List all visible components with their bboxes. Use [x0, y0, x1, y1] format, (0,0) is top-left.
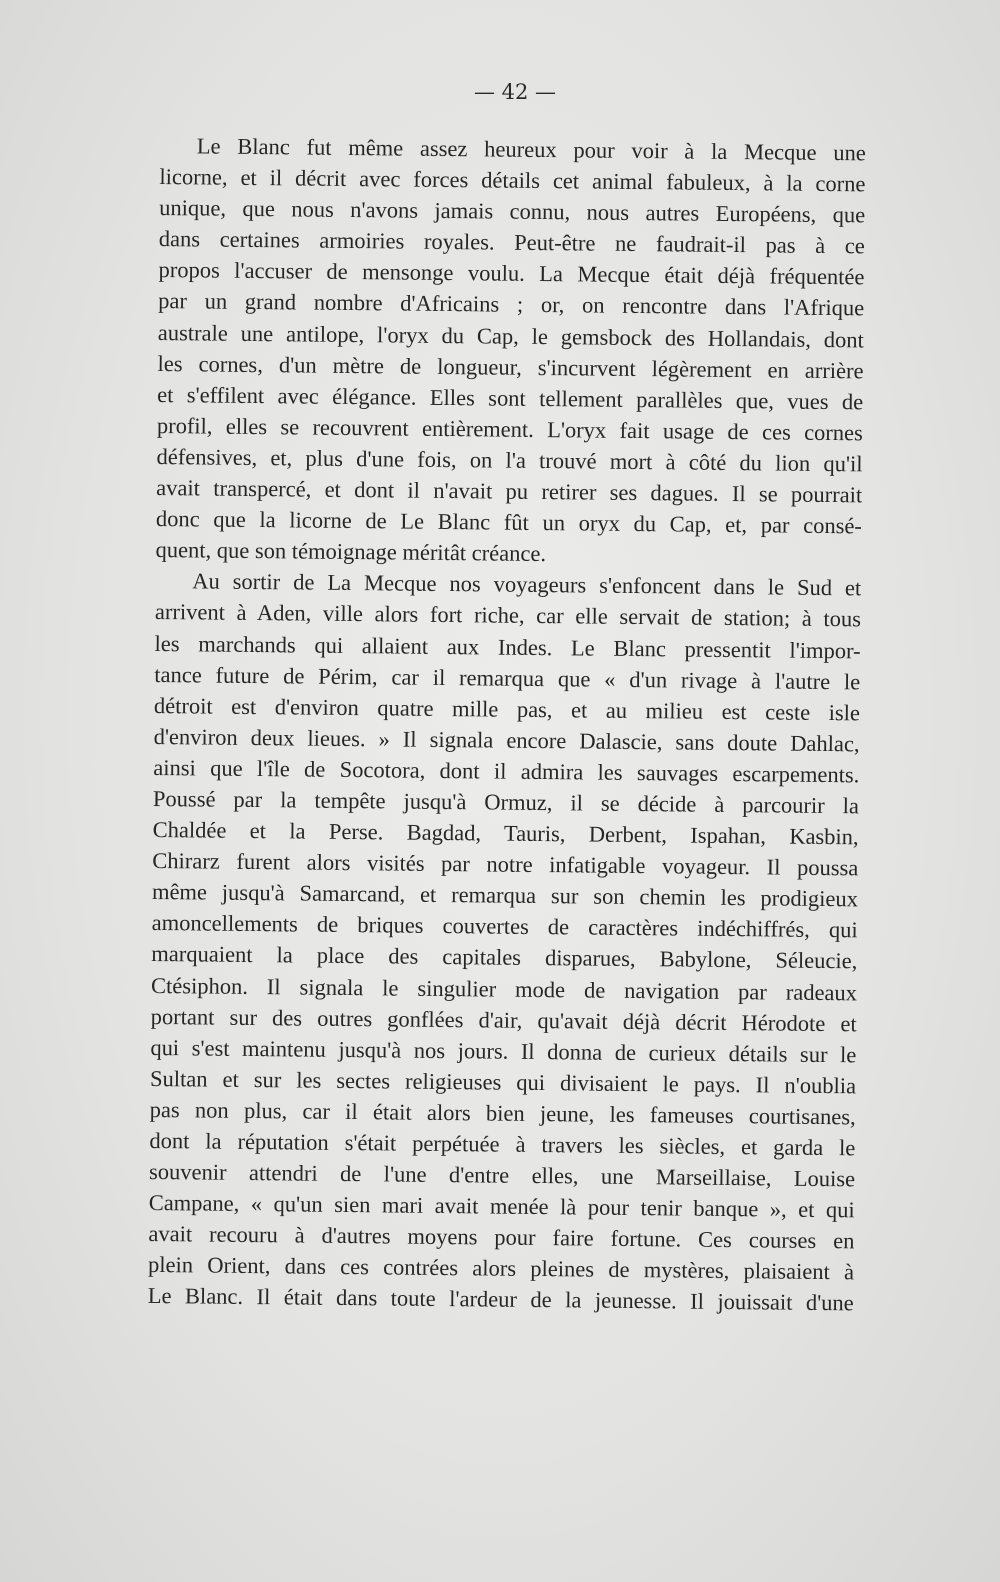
text-line: détroit est d'environ quatre mille pas, et au milieu est ceste isle [153, 692, 861, 726]
text-line: Chirarz furent alors visités par notre infatigable voyageur. Il poussa [152, 848, 859, 881]
text-line: Le Blanc. Il était dans toute l'ardeur de la jeunesse. Il jouissait d'une [147, 1283, 854, 1316]
text-line: donc que la licorne de Le Blanc fût un oryx du Cap, et, par consé- [155, 506, 863, 539]
text-line: et s'effilent avec élégance. Elles sont tellement parallèles que, vues de [157, 381, 864, 415]
text-line: Sultan et sur les sectes religieuses qui divisaient le pays. Il n'oublia [149, 1065, 857, 1099]
text-line: défensives, et, plus d'une fois, on l'a trouvé mort à côté du lion qu'il [156, 443, 863, 477]
text-line: dans certaines armoiries royales. Peut-être ne faudrait-il pas à ce [158, 226, 865, 259]
text-line: Chaldée et la Perse. Bagdad, Tauris, Derbent, Ispahan, Kasbin, [152, 817, 859, 850]
page-number: — 42 — [473, 80, 557, 104]
text-line: même jusqu'à Samarcand, et remarqua sur son chemin les prodigieux [151, 879, 859, 912]
text-line: les cornes, d'un mètre de longueur, s'incurvent légèrement en arrière [157, 350, 864, 384]
text-line: Poussé par la tempête jusqu'à Ormuz, il se décide à parcourir la [152, 785, 860, 819]
text-line: propos l'accuser de mensonge voulu. La Mecque était déjà fréquentée [158, 257, 865, 290]
text-line: Campane, « qu'un sien mari avait menée là pour tenir banque », et qui [148, 1190, 855, 1223]
text-line: portant sur des outres gonflées d'air, qu'avait déjà décrit Hérodote et [150, 1003, 857, 1036]
text-line: souvenir attendri de l'une d'entre elles, une Marseillaise, Louise [148, 1159, 856, 1192]
text-line: les marchands qui allaient aux Indes. Le Blanc pressentit l'impor- [154, 630, 861, 663]
paragraph-2 [148, 565, 862, 1319]
text-line: unique, que nous n'avons jamais connu, nous autres Européens, que [159, 195, 866, 228]
text-line: tance future de Périm, car il remarqua que « d'un rivage à l'autre le [154, 661, 861, 694]
text-line: pas non plus, car il était alors bien jeune, les fameuses courtisanes, [149, 1096, 856, 1130]
text-line: Ctésiphon. Il signala le singulier mode de navigation par radeaux [150, 972, 858, 1005]
text-line: dont la réputation s'était perpétuée à travers les siècles, et garda le [149, 1127, 856, 1161]
text-line: avait transpercé, et dont il n'avait pu retirer ses dagues. Il se pourrait [156, 475, 863, 508]
text-line: arrivent à Aden, ville alors fort riche, car elle servait de station; à tous [154, 599, 862, 632]
text-line: avait recouru à d'autres moyens pour faire fortune. Ces courses en [148, 1221, 855, 1254]
text-line: marquaient la place des capitales disparues, Babylone, Séleucie, [151, 941, 858, 974]
text-line: Le Blanc fut même assez heureux pour voir à la Mecque une [196, 133, 866, 166]
text-line: amoncellements de briques couvertes de caractères indéchiffrés, qui [151, 910, 858, 943]
text-line: quent, que son témoignage méritât créance. [155, 537, 547, 567]
body-text [148, 130, 866, 1319]
text-line: ainsi que l'île de Socotora, dont il admira les sauvages escarpements. [153, 754, 860, 788]
paragraph-1 [155, 130, 866, 573]
text-line: Au sortir de La Mecque nos voyageurs s'enfoncent dans le Sud et [192, 568, 862, 601]
text-line: profil, elles se recouvrent entièrement. L'oryx fait usage de ces cornes [156, 412, 863, 446]
text-line: plein Orient, dans ces contrées alors pleines de mystères, plaisaient à [147, 1252, 855, 1285]
text-line: qui s'est maintenu jusqu'à nos jours. Il donna de curieux détails sur le [150, 1034, 857, 1068]
text-line: d'environ deux lieues. » Il signala encore Dalascie, sans doute Dahlac, [153, 723, 860, 757]
text-line: licorne, et il décrit avec forces détails cet animal fabuleux, à la corne [159, 164, 866, 197]
text-line: par un grand nombre d'Africains ; or, on rencontre dans l'Afrique [158, 288, 865, 321]
text-line: australe une antilope, l'oryx du Cap, le gemsbock des Hollandais, dont [157, 319, 864, 352]
